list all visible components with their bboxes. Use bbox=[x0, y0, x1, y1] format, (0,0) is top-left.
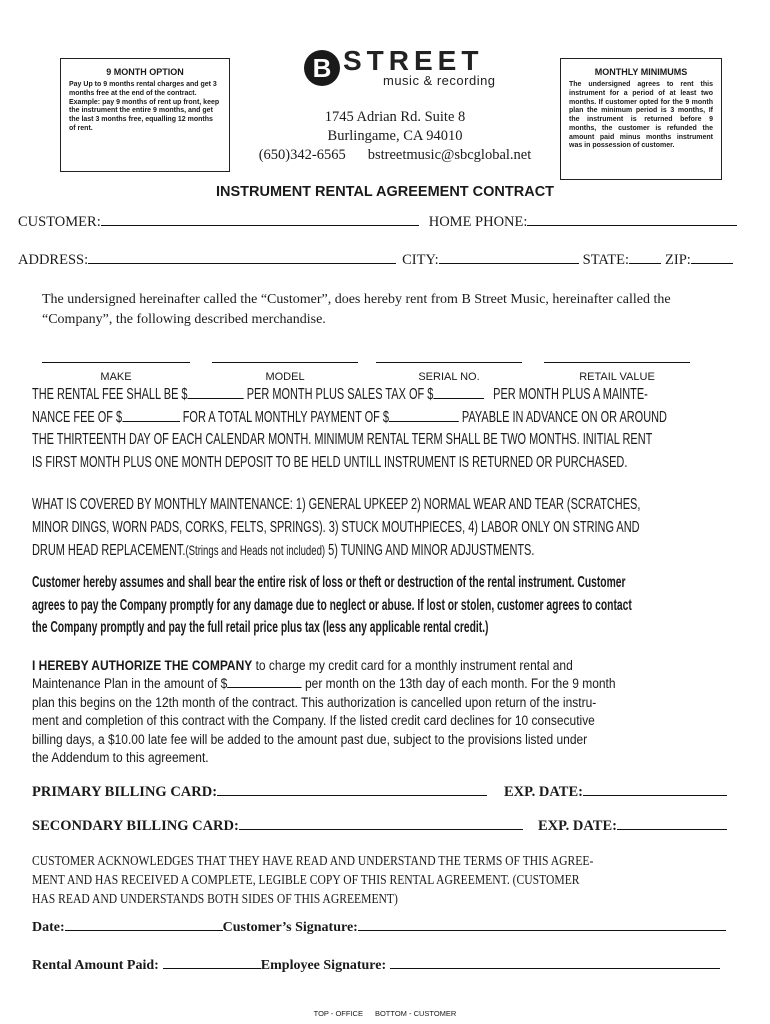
fee-text: THE RENTAL FEE SHALL BE $ bbox=[32, 386, 188, 403]
zip-field[interactable] bbox=[691, 263, 733, 264]
serial-field[interactable] bbox=[376, 362, 522, 363]
monthly-minimums-box bbox=[560, 58, 722, 180]
primary-billing-label: PRIMARY BILLING CARD: bbox=[32, 784, 218, 800]
footer-top-copy: TOP - OFFICE bbox=[313, 1009, 363, 1018]
home-phone-field[interactable] bbox=[527, 225, 737, 226]
ack-text: HAS READ AND UNDERSTANDS BOTH SIDES OF THIS AGREEMENT) bbox=[32, 891, 398, 906]
fee-text: PAYABLE IN ADVANCE ON OR AROUND bbox=[461, 408, 667, 426]
coverage-text: DRUM HEAD REPLACEMENT. bbox=[32, 542, 186, 559]
coverage-text: 5) TUNING AND MINOR ADJUSTMENTS. bbox=[325, 542, 535, 559]
authorize-text: Maintenance Plan in the amount of $ bbox=[32, 676, 228, 693]
rental-fee-field[interactable] bbox=[188, 398, 244, 399]
state-field[interactable] bbox=[629, 263, 661, 264]
authorize-text: billing days, a $10.00 late fee will be added to the amount past due, subject to the provisions listed under bbox=[32, 731, 588, 748]
logo-b-circle: B bbox=[304, 50, 340, 86]
company-email: bstreetmusic@sbcglobal.net bbox=[367, 147, 532, 163]
total-payment-field[interactable] bbox=[389, 421, 459, 422]
home-phone-label: HOME PHONE: bbox=[428, 214, 528, 230]
address-field[interactable] bbox=[88, 263, 396, 264]
primary-exp-field[interactable] bbox=[583, 795, 727, 796]
logo-word: STREET bbox=[343, 45, 484, 76]
maintenance-coverage-paragraph bbox=[32, 494, 738, 563]
risk-text: agrees to pay the Company promptly for any damage due to neglect or abuse. If lost or stolen, customer agrees to contact bbox=[32, 596, 632, 614]
secondary-billing-row bbox=[32, 818, 523, 835]
retail-value-label: RETAIL VALUE bbox=[579, 371, 655, 383]
address-line-2: Burlingame, CA 94010 bbox=[327, 128, 463, 144]
fee-text: FOR A TOTAL MONTHLY PAYMENT OF $ bbox=[182, 408, 389, 426]
authorization-paragraph bbox=[32, 657, 733, 767]
authorize-text: per month on the 13th day of each month. For the 9 month bbox=[301, 676, 616, 693]
authorize-text: the Addendum to this agreement. bbox=[32, 750, 209, 767]
retail-value-field[interactable] bbox=[544, 362, 690, 363]
page-title: INSTRUMENT RENTAL AGREEMENT CONTRACT bbox=[215, 184, 555, 200]
risk-paragraph bbox=[32, 572, 716, 640]
secondary-exp-row bbox=[538, 818, 727, 835]
acknowledgement-paragraph bbox=[32, 851, 763, 908]
fee-text: PER MONTH PLUS SALES TAX OF $ bbox=[246, 386, 434, 403]
model-label: MODEL bbox=[265, 371, 305, 383]
ack-text: CUSTOMER ACKNOWLEDGES THAT THEY HAVE READ AND UNDERSTAND THE TERMS OF THIS AGREE- bbox=[32, 853, 594, 868]
nine-month-option-text: Pay Up to 9 months rental charges and get 3 months free at the end of the contract. Example: pay 9 months of rent up front, keep the instrument the entire 9 months, and get the last 3 months free, equalling 12 months of rent. bbox=[69, 81, 220, 132]
primary-exp-label: EXP. DATE: bbox=[504, 784, 583, 800]
coverage-note: (Strings and Heads not included) bbox=[185, 542, 326, 558]
primary-exp-row bbox=[504, 784, 727, 801]
maintenance-fee-field[interactable] bbox=[122, 421, 180, 422]
serial-label: SERIAL NO. bbox=[418, 371, 480, 383]
address-label: ADDRESS: bbox=[18, 252, 89, 268]
secondary-billing-field[interactable] bbox=[239, 829, 523, 830]
model-field[interactable] bbox=[212, 362, 358, 363]
nine-month-option-box bbox=[60, 58, 230, 172]
authorize-text: ment and completion of this contract with the Company. If the listed credit card declines for 10 consecutive bbox=[32, 713, 595, 730]
fee-text: THE THIRTEENTH DAY OF EACH CALENDAR MONTH. MINIMUM RENTAL TERM SHALL BE TWO MONTHS. INITIAL RENT bbox=[32, 431, 653, 448]
payment-signature-row bbox=[32, 958, 720, 974]
customer-row bbox=[18, 214, 737, 231]
customer-signature-label: Customer’s Signature: bbox=[222, 920, 358, 935]
customer-label: CUSTOMER: bbox=[18, 214, 101, 230]
primary-billing-field[interactable] bbox=[217, 795, 487, 796]
employee-signature-label: Employee Signature: bbox=[260, 958, 387, 973]
authorize-heading: I HEREBY AUTHORIZE THE COMPANY bbox=[32, 658, 253, 674]
authorized-amount-field[interactable] bbox=[227, 687, 301, 688]
customer-field[interactable] bbox=[101, 225, 419, 226]
secondary-billing-label: SECONDARY BILLING CARD: bbox=[32, 818, 239, 834]
date-field[interactable] bbox=[65, 930, 223, 931]
rental-paid-field[interactable] bbox=[163, 968, 261, 969]
risk-text: the Company promptly and pay the full retail price plus tax (less any applicable rental credit.) bbox=[32, 619, 489, 636]
customer-signature-field[interactable] bbox=[358, 930, 726, 931]
fee-text: PER MONTH PLUS A MAINTE- bbox=[493, 386, 648, 403]
make-label: MAKE bbox=[100, 371, 132, 383]
fee-text: IS FIRST MONTH PLUS ONE MONTH DEPOSIT TO BE HELD UNTILL INSTRUMENT IS RETURNED OR PURCHASED. bbox=[32, 453, 628, 471]
coverage-text: MINOR DINGS, WORN PADS, CORKS, FELTS, SPRINGS). 3) STUCK MOUTHPIECES, 4) LABOR ONLY ON STRING AND bbox=[32, 518, 640, 536]
city-field[interactable] bbox=[439, 263, 579, 264]
ack-text: MENT AND HAS RECEIVED A COMPLETE, LEGIBLE COPY OF THIS RENTAL AGREEMENT. (CUSTOMER bbox=[32, 872, 580, 887]
date-label: Date: bbox=[32, 920, 65, 935]
secondary-exp-field[interactable] bbox=[617, 829, 727, 830]
city-label: CITY: bbox=[402, 252, 439, 268]
coverage-text: WHAT IS COVERED BY MONTHLY MAINTENANCE: 1) GENERAL UPKEEP 2) NORMAL WEAR AND TEAR (SCRATCHES, bbox=[32, 496, 641, 513]
company-phone: (650)342-6565 bbox=[258, 147, 346, 163]
primary-billing-row bbox=[32, 784, 487, 801]
nine-month-option-title: 9 MONTH OPTION bbox=[106, 67, 184, 77]
footer-bottom-copy: BOTTOM - CUSTOMER bbox=[374, 1009, 457, 1018]
fee-text: NANCE FEE OF $ bbox=[32, 408, 123, 426]
address-line-1: 1745 Adrian Rd. Suite 8 bbox=[324, 109, 466, 125]
zip-label: ZIP: bbox=[665, 252, 691, 268]
rental-paid-label: Rental Amount Paid: bbox=[32, 958, 159, 973]
logo-subtitle: music & recording bbox=[383, 73, 496, 88]
company-address bbox=[250, 108, 540, 165]
make-field[interactable] bbox=[42, 362, 190, 363]
authorize-text: plan this begins on the 12th month of the contract. This authorization is cancelled upon return of the instru- bbox=[32, 694, 597, 711]
secondary-exp-label: EXP. DATE: bbox=[538, 818, 617, 834]
company-logo bbox=[304, 45, 496, 88]
sales-tax-field[interactable] bbox=[433, 398, 484, 399]
address-row bbox=[18, 252, 733, 269]
copy-footer bbox=[0, 1009, 770, 1018]
authorize-text: to charge my credit card for a monthly instrument rental and bbox=[252, 658, 573, 674]
monthly-minimums-text: The undersigned agrees to rent this instrument for a period of at least two months. If customer opted for the 9 month plan the minimum period is 3 months, If the instrument is returned before 9 months, the customer is refunded the amount paid minus months instrument was in possession of customer. bbox=[569, 81, 713, 150]
employee-signature-field[interactable] bbox=[390, 968, 720, 969]
intro-paragraph: The undersigned hereinafter called the “Customer”, does hereby rent from B Street Music, hereinafter called the “Company”, the following described merchandise. bbox=[42, 292, 671, 327]
monthly-minimums-title: MONTHLY MINIMUMS bbox=[594, 67, 688, 77]
date-signature-row bbox=[32, 920, 726, 936]
risk-text: Customer hereby assumes and shall bear the entire risk of loss or theft or destruction of the rental instrument. Customer bbox=[32, 574, 626, 591]
state-label: STATE: bbox=[582, 252, 630, 268]
fee-paragraph bbox=[32, 384, 738, 474]
